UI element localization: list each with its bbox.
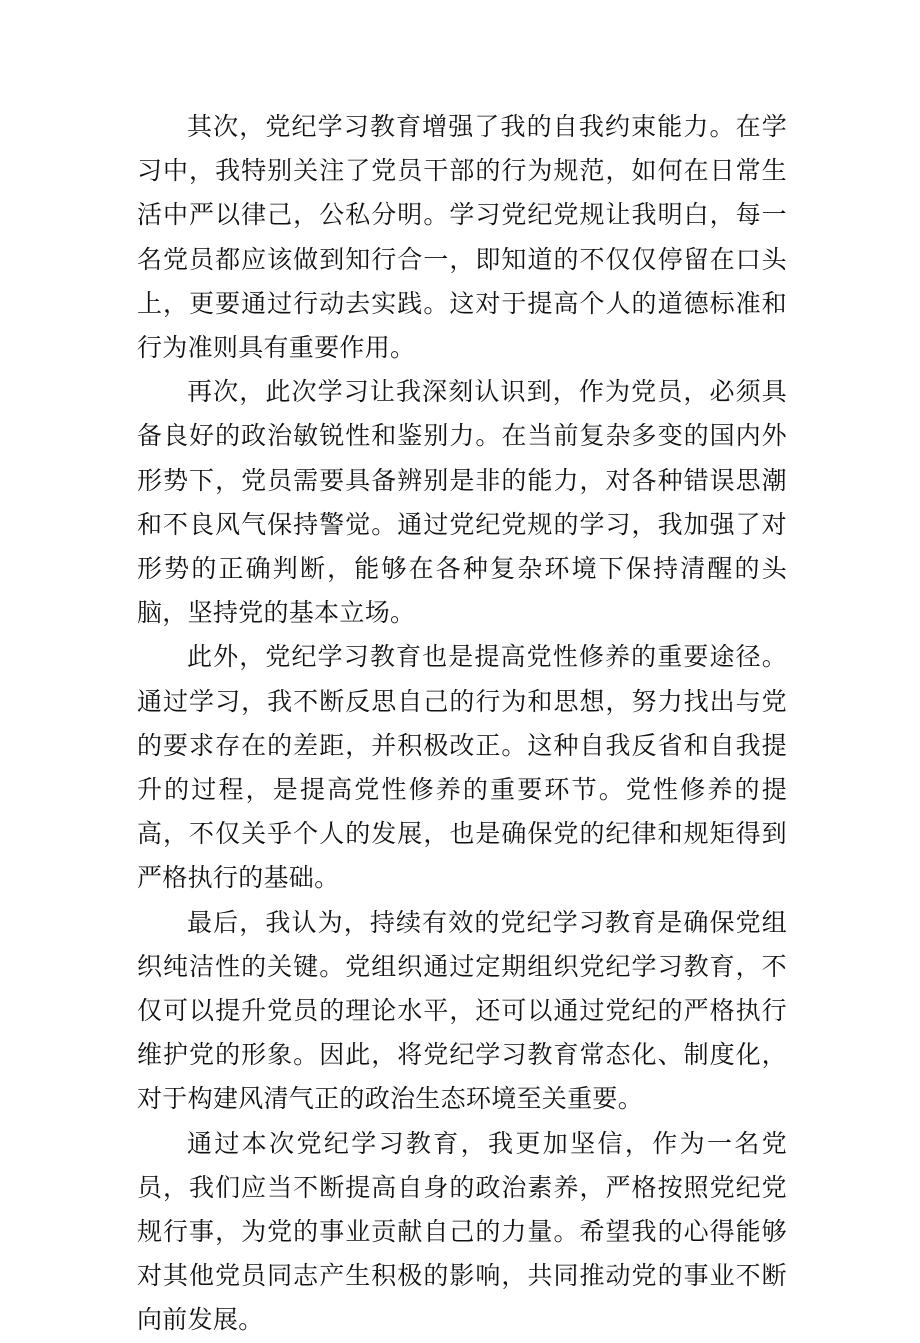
paragraph-organization-purity: 最后，我认为，持续有效的党纪学习教育是确保党组织纯洁性的关键。党组织通过定期组织党纪学习教育，不仅可以提升党员的理论水平，还可以通过党纪的严格执行维护党的形象。因此，将党纪学习教育常态化、制度化，对于构建风清气正的政治生态环境至关重要。 xyxy=(137,907,787,1114)
paragraph-party-spirit: 此外，党纪学习教育也是提高党性修养的重要途径。通过学习，我不断反思自己的行为和思想，努力找出与党的要求存在的差距，并积极改正。这种自我反省和自我提升的过程，是提高党性修养的重要环节。党性修养的提高，不仅关乎个人的发展，也是确保党的纪律和规矩得到严格执行的基础。 xyxy=(137,642,787,893)
paragraph-self-discipline: 其次，党纪学习教育增强了我的自我约束能力。在学习中，我特别关注了党员干部的行为规范，如何在日常生活中严以律己，公私分明。学习党纪党规让我明白，每一名党员都应该做到知行合一，即知道的不仅仅停留在口头上，更要通过行动去实践。这对于提高个人的道德标准和行为准则具有重要作用。 xyxy=(137,112,787,363)
paragraph-conclusion: 通过本次党纪学习教育，我更加坚信，作为一名党员，我们应当不断提高自身的政治素养，严格按照党纪党规行事，为党的事业贡献自己的力量。希望我的心得能够对其他党员同志产生积极的影响，共同推动党的事业不断向前发展。 xyxy=(137,1128,787,1335)
document-body xyxy=(137,105,787,1343)
paragraph-political-sensitivity: 再次，此次学习让我深刻认识到，作为党员，必须具备良好的政治敏锐性和鉴别力。在当前复杂多变的国内外形势下，党员需要具备辨别是非的能力，对各种错误思潮和不良风气保持警觉。通过党纪党规的学习，我加强了对形势的正确判断，能够在各种复杂环境下保持清醒的头脑，坚持党的基本立场。 xyxy=(137,377,787,628)
